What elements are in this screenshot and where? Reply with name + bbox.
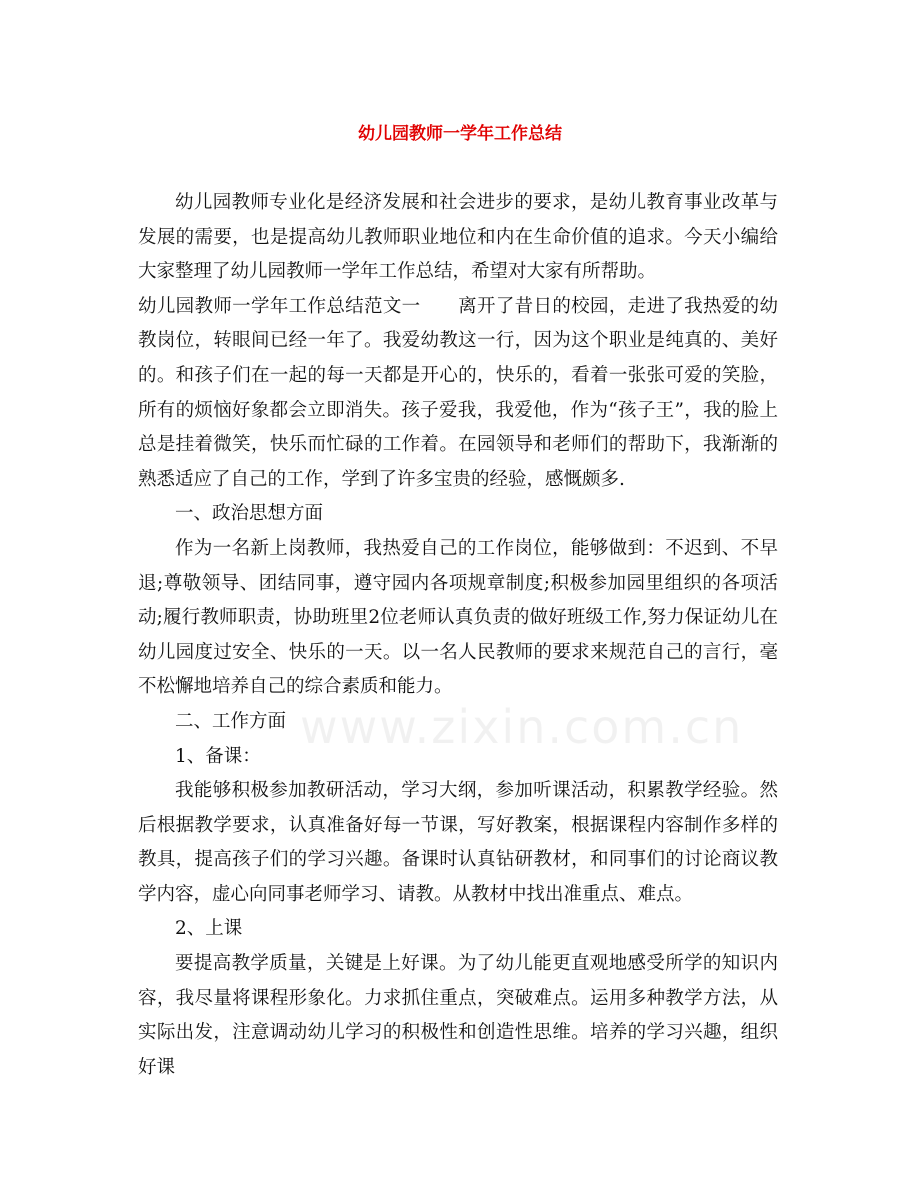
watermark: www.zixin.com.cn [300, 700, 744, 754]
subheading-teaching: 2、上课 [175, 918, 243, 940]
subheading-lesson-prep: 1、备课： [175, 745, 261, 767]
paragraph-political-thought: 作为一名新上岗教师，我热爱自己的工作岗位，能够做到：不迟到、不早退;尊敬领导、团结同事，遵守园内各项规章制度;积极参加园里组织的各项活动;履行教师职责，协助班里2位老师认真负责的做好班级工作,努力保证幼儿在幼儿园度过安全、快乐的一天。以一名人民教师的要求来规范自己的言行，毫不松懈地培养自己的综合素质和能力。 [138, 537, 778, 698]
paragraph-teaching: 要提高教学质量，关键是上好课。为了幼儿能更直观地感受所学的知识内容，我尽量将课程形象化。力求抓住重点，突破难点。运用多种教学方法，从实际出发，注意调动幼儿学习的积极性和创造性思维。培养的学习兴趣，组织好课 [138, 953, 778, 1078]
paragraph-sample-one: 幼儿园教师一学年工作总结范文一 离开了昔日的校园，走进了我热爱的幼教岗位，转眼间已经一年了。我爱幼教这一行，因为这个职业是纯真的、美好的。和孩子们在一起的每一天都是开心的，快乐的，看着一张张可爱的笑脸，所有的烦恼好象都会立即消失。孩子爱我，我爱他，作为“孩子王”，我的脸上总是挂着微笑，快乐而忙碌的工作着。在园领导和老师们的帮助下，我渐渐的熟悉适应了自己的工作，学到了许多宝贵的经验，感慨颇多. [138, 295, 778, 490]
document-title: 幼儿园教师一学年工作总结 [358, 124, 562, 144]
paragraph-intro: 幼儿园教师专业化是经济发展和社会进步的要求，是幼儿教育事业改革与发展的需要，也是提高幼儿教师职业地位和内在生命价值的追求。今天小编给大家整理了幼儿园教师一学年工作总结，希望对大家有所帮助。 [138, 192, 778, 283]
heading-political-thought: 一、政治思想方面 [175, 503, 324, 525]
document-body [138, 186, 778, 1085]
paragraph-lesson-prep: 我能够积极参加教研活动，学习大纲，参加听课活动，积累教学经验。然后根据教学要求，认真准备好每一节课，写好教案，根据课程内容制作多样的教具，提高孩子们的学习兴趣。备课时认真钻研教材，和同事们的讨论商议教学内容，虚心向同事老师学习、请教。从教材中找出准重点、难点。 [138, 780, 778, 905]
heading-work: 二、工作方面 [175, 710, 287, 732]
